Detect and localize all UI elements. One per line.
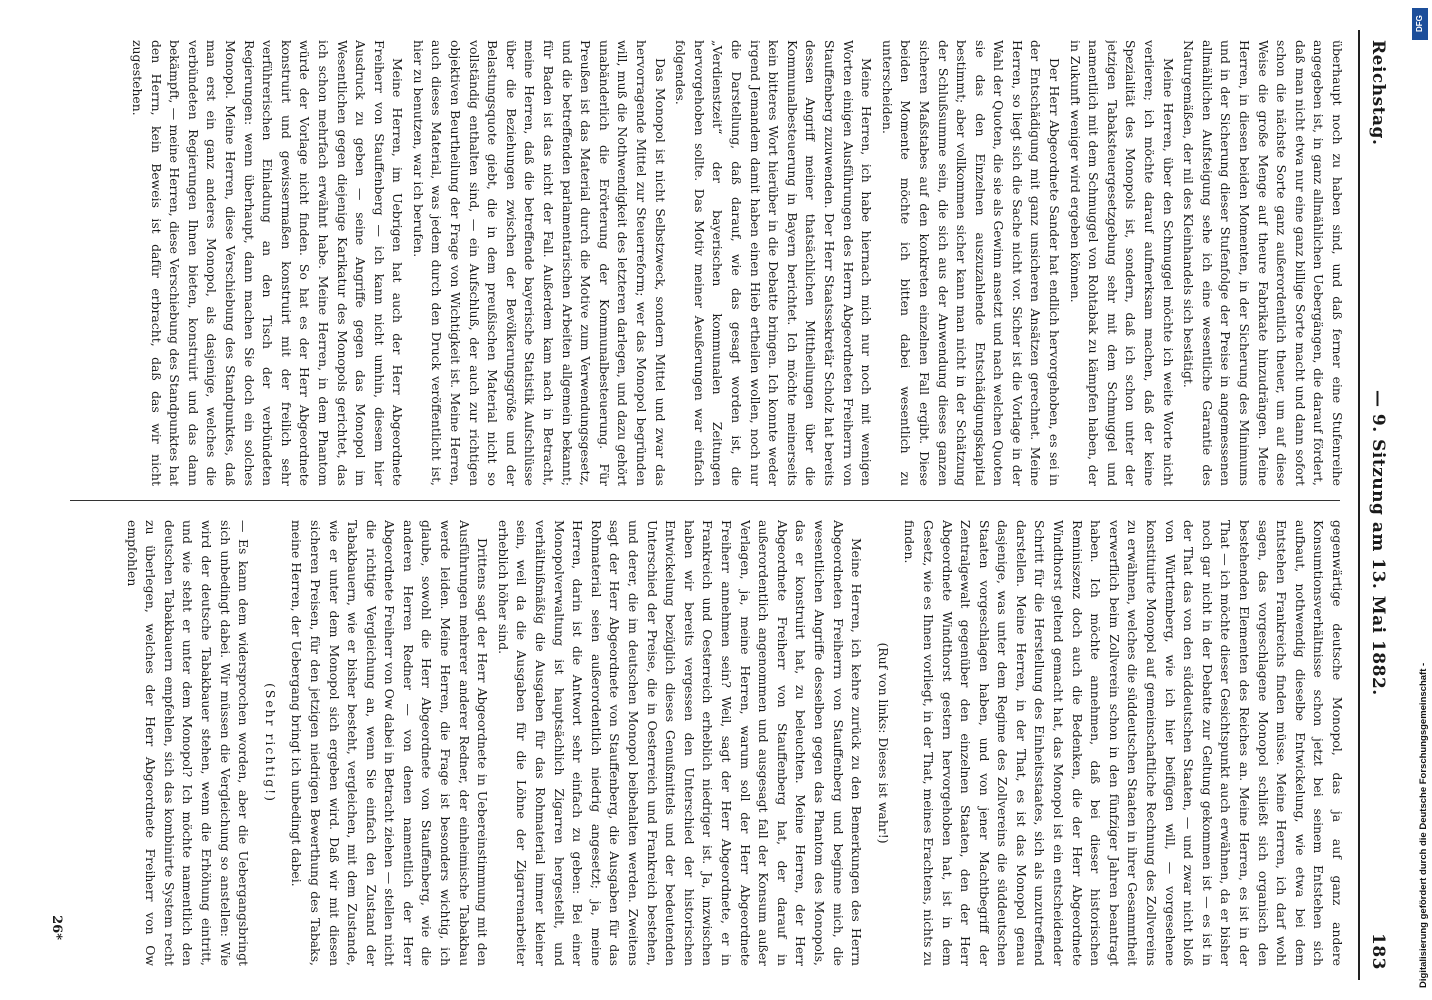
paragraph: Das Monopol ist nicht Selbstzweck, sondern Mittel und zwar das hervorragende Mittel zur Steuerreform; wer das Monopol begründen will, muß die Nothwendigkeit des letzteren darlegen, und dazu gehört unabänderlich die Erörterung der Kommunalbesteuerung. Für Preußen ist das Material durch die Motive zum Verwendungsgesetz, und die betreffenden parlamentarischen Arbeiten allgemein bekannt; für Baden ist das nicht der Fall. Außerdem kam nach in Betracht, meine Herren, daß die betreffende bayerische Statistik Aufschlüsse über die Beziehungen zwischen der Bevölkerungsgröße und der Belastungsquote giebt, die in dem preußischen Material nicht so vollständig enthalten sind, — ein Aufschluß, der auch zur richtigen objektiven Beurtheilung der Frage von Wichtigkeit ist. Meine Herren, auch dieses Material, was jedem durch den Druck veröffentlicht ist, hier zu benutzen, war ich berufen. [410,40,668,486]
paragraph: Der Herr Abgeordnete Sander hat endlich hervorgehoben, es sei in der Entschädigung mit ganz unsicheren Ansätzen gerechnet. Meine Herren, so liegt sich die Sache nicht vor. Sicher ist die Vorlage in der Wahl der Quoten, die sie als Gewinn ansetzt und nach welchen Quoten sie das den Einzelnen auszuzahlende Entschädigungskapital bestimmt; aber vollkommen sicher kann man nicht in der Schätzung der Schlußsumme sein, die sich aus der Anwendung dieses ganzen sicheren Maßstabes auf den konkreten einzelnen Fall ergibt. Diese beiden Momente möchte ich bitten dabei wesentlich zu unterscheiden. [879,40,1063,486]
header-session: — 9. Sitzung am 13. Mai 1882. [1368,390,1388,696]
paragraph: — Es kann dem widersprochen worden, aber die Uebergangsbringt sich unbedingt dabei. Wir müssen die Vergleichung so anstellen: Wie wird der deutsche Tabakbauer stehen, wenn die Erhöhung eintritt, und wie steht er unter dem Monopol? Ich möchte namentlich den deutschen Tabakbauern empfehlen, sich das kombinirte System recht zu überlegen, welches der Herr Abgeordnete Freiherr von Ow empfohlen [124,520,252,966]
dfg-logo: DFG [1412,8,1428,40]
page-header [1358,30,1390,980]
paragraph: Meine Herren, im Uebrigen hat auch der Herr Abgeordnete Freiherr von Stauffenberg — ich kann nicht umhin, diesem hier Ausdruck zu geben — seine Angriffe gegen das Monopol im Wesentlichen gegen diejenige Karikatur des Monopols gerichtet, das ich schon mehrfach erwähnt habe. Meine Herren, in dem Phantom würde der Vorlage nicht finden. So hat es der Herr Abgeordnete konstruirt und gewissermaßen konstruirt mit der freilich sehr verführerischen Einladung an den Tisch der verbündeten Regierungen: wenn überhaupt, dann machen Sie doch ein solches Monopol. Meine Herren, diese Verschiebung des Standpunktes, daß man erst ein ganz anderes Monopol, als dasjenige, welches die verbündeten Regierungen Ihnen bieten, konstruirt und das dann bekämpft, — meine Herren, diese Verschiebung des Standpunktes hat den Herrn, kein Beweis ist dafür erbracht, daß das wir nicht zugestehen. [130,40,406,486]
paragraph: gegenwärtige deutsche Monopol, das ja auf ganz andere Konsumtionsverhältnisse schon jetzt bei seinem Entstehen sich aufbaut, nothwendig dieselbe Entwickelung, wie etwa bei dem Entstehen Frankreichs finden müsse. Meine Herren, ich darf wohl sagen, das vorgeschlagene Monopol schließt sich organisch den bestehenden Elementen des Reiches an. Meine Herren, es ist in der That — ich möchte dieser Gesichtspunkt auch erwähnen, da er bisher noch gar nicht in der Debatte zur Geltung gekommen ist — es ist in der That das von den süddeutschen Staaten, — und zwar nicht bloß von Württemberg, wie ich hier beifügen will, — vorgesehene konstituirte Monopol auf gemeinschaftliche Rechnung des Zollvereins zu erwähnen, welches die süddeutschen Staaten in ihrer Gesammtheit verwerflich beim Zollverein schon in den fünfziger Jahren beantragt haben. Ich möchte annehmen, daß bei dieser historischen Reminiszenz doch auch die Bedenken, die der Herr Abgeordnete Windthorst geltend gemacht hat, das Monopol ist ein entscheidender Schritt für die Herstellung des Einheitsstaates, sich als unzutreffend darstellen. Meine Herren, in der That, es ist das Monopol genau dasjenige, was unter dem Regime des Zollvereins die süddeutschen Staaten vorgeschlagen haben, und von jener Machtbegriff der Zentralgewalt gegenüber den einzelnen Staaten, den der Herr Abgeordnete Windthorst gestern hervorgehoben hat, ist in dem Gesetz, wie es Ihnen vorliegt, in der That, meines Erachtens, nichts zu finden. [902,520,1345,966]
header-publication: Reichstag. [1368,40,1388,146]
text-column-right [56,520,1346,966]
text-column-left [56,40,1346,486]
paragraph: Meine Herren, ich kehre zurück zu den Bemerkungen des Herrn Abgeordneten Freiherrn von Stauffenberg und beginne mich, die wesentlichen Angriffe desselben gegen das Phantom des Monopols, das er konstruirt hat, zu beleuchten. Meine Herren, der Herr Abgeordnete Freiherr von Stauffenberg hat, der darauf in außerordentlich angenommen und ausgesagt fall der Konsum außer Verlagen, ja, meine Herren, warum soll der Herr Abgeordnete Freiherr annehmen sein? Weil, sagt der Herr Abgeordnete, er in Frankreich und Oesterreich erheblich niedriger ist. Ja, inzwischen haben wir bereits vergessen den Unterschied der historischen Entwickelung bezüglich dieses Genußmittels und der bedeutenden Unterschied der Preise, die in Oesterreich und Frankreich bestehen, und derer, die im deutschen Monopol beibehalten werden. Zweitens sagt der Herr Abgeordnete von Stauffenberg, die Ausgaben für das Rohmaterial seien außerordentlich niedrig angesetzt; ja, meine Herren, darin ist die Antwort sehr einfach zu geben: Bei einer Monopolverwaltung ist hauptsächlich Zigarren hergestellt, und verhältnißmäßig die Ausgaben für das Rohmaterial immer kleiner sein, weil da die Ausgaben für die Löhne der Zigarrenarbeiter erheblich höher sind. [495,520,865,966]
column-divider [70,500,1340,501]
interjection: (Sehr richtig!) [262,683,278,803]
signature-mark: 26* [49,915,64,940]
paragraph: Meine Herren, ich habe hiernach mich nur noch mit wenigen Worten einigen Ausführungen des Herrn Abgeordneten Freiherrn von Stauffenberg zuzuwenden. Der Herr Staatssekretär Scholz hat bereits dessen Angriff meiner thatsächlichen Mittheilungen über die Kommunalbesteuerung in Bayern berichtet. Ich möchte meinerseits kein bitteres Wort hierüber in die Debatte bringen. Ich konnte weder irgend Jemandem damit haben einen Hieb ertheilen wollen, noch nur die Darstellung, daß darauf, wie das gesagt worden ist, die „Verdienstzeit“ der bayerischen kommunalen Zeitungen hervorgehoben sollte. Das Motiv meiner Aeußerungen war einfach folgendes. [673,40,875,486]
digitization-credit: Digitalisierung gefördert durch die Deutsche Forschungsgemeinschaft - [1418,662,1429,988]
interjection: (Ruf von links: Dieses ist wahr!) [875,642,891,844]
paragraph: überhaupt noch zu haben sind, und daß ferner eine Stufenreihe angegeben ist, in ganz allmählichen Uebergängen, die darauf fördert, daß man nicht etwa nur eine ganz billige Sorte macht und dann sofort schon die nächste Sorte ganz außerordentlich theuer, um auf diese Weise die große Menge auf theure Fabrikate hinzudrängen. Meine Herren, in diesen beiden Momenten, in der Sicherung des Minimums und in der Sicherung dieser Stufenfolge der Preise in angemessenen allmählichen Aufsteigung sehe ich eine wesentliche Garantie des Naturgemäßen, der nil des Kleinhandels sich bestätigt. [1181,40,1345,486]
paragraph: Drittens sagt der Herr Abgeordnete in Uebereinstimmung mit den Ausführungen mehrerer anderer Redner, der einheimische Tabakbau werde leiden. Meine Herren, die Frage ist besonders wichtig, ich glaube, sowohl die Herr Abgeordnete von Stauffenberg, wie die anderen Herren Redner — von denen namentlich der Herr Abgeordnete Freiherr von Ow dabei in Betracht ziehen — stellen nicht die richtige Vergleichung an, wenn Sie einfach den Zustand der Tabakbauern, wie er bisher besteht, vergleichen, mit dem Zustande, wie er unter dem Monopol sich ergeben wird. Daß wir mit diesen sicheren Preisen, für den jetzigen niedrigen Bewerthung des Tabaks, meine Herren, der Uebergang bringt ich unbedingt dabei. [289,520,491,966]
page-number: 183 [1368,933,1388,970]
paragraph: Meine Herren, über den Schmuggel möchte ich weite Worte nicht verlieren; ich möchte darauf aufmerksam machen, daß der keine Spezialität des Monopols ist, sondern, daß ich schon unter der jetzigen Tabaksteuergesetzgebung sehr mit dem Schmuggel und namentlich mit dem Schmuggel von Rohtabak zu kämpfen haben, der in Zukunft weniger wird ergeben können. [1067,40,1176,486]
